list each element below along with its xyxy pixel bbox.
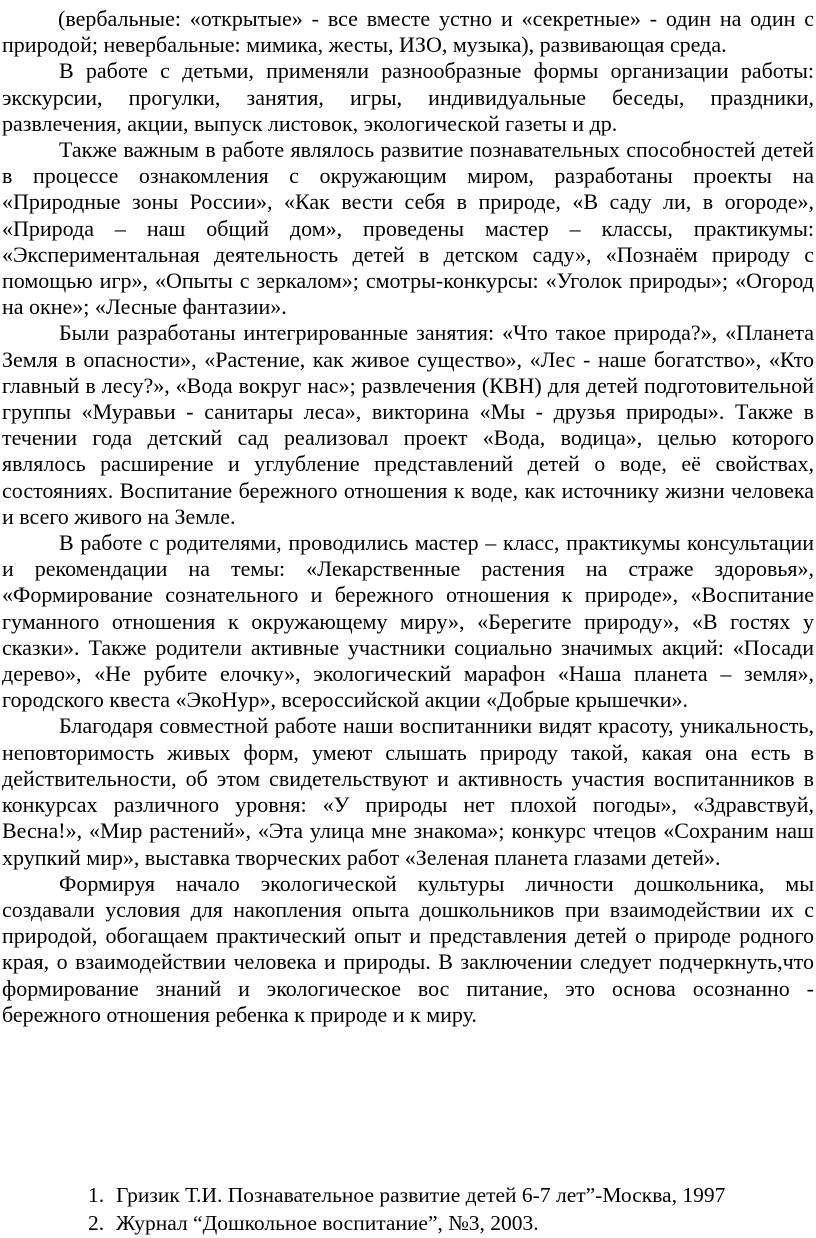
paragraph-work-with-parents: В работе с родителями, проводились мастер – класс, практикумы консультации и рекомендации на темы: «Лекарственные растения на страже здоровья», «Формирование сознательного и бережного отношения к природе», «Воспитание гуманного отношения к окружающему миру», «Берегите природу», «В гостях у сказки». Также родители активные участники социально значимых акций: «Посади дерево», «Не рубите елочку», экологический марафон «Наша планета – земля», городского квеста «ЭкоНур», всероссийской акции «Добрые крышечки».: [2, 530, 814, 713]
reference-number: 1.: [88, 1183, 105, 1207]
paragraph-continuation: (вербальные: «открытые» - все вместе устно и «секретные» - один на один с природой; невербальные: мимика, жесты, ИЗО, музыка), развивающая среда.: [2, 6, 814, 58]
paragraph-integrated-lessons: Были разработаны интегрированные занятия: «Что такое природа?», «Планета Земля в опасности», «Растение, как живое существо», «Лес - наше богатство», «Кто главный в лесу?», «Вода вокруг нас»; развлечения (КВН) для детей подготовительной группы «Муравьи - санитары леса», викторина «Мы - друзья природы». Также в течении года детский сад реализовал проект «Вода, водица», целью которого являлось расширение и углубление представлений детей о воде, её свойствах, состояниях. Воспитание бережного отношения к воде, как источнику жизни человека и всего живого на Земле.: [2, 320, 814, 529]
reference-item: [0, 1209, 816, 1237]
reference-item: [0, 1181, 816, 1209]
reference-text: Гризик Т.И. Познавательное развитие детей 6-7 лет”-Москва, 1997: [116, 1183, 726, 1207]
reference-number: 2.: [88, 1211, 105, 1235]
paragraph-cognitive-development: Также важным в работе являлось развитие познавательных способностей детей в процессе ознакомления с окружающим миром, разработаны проекты на «Природные зоны России», «Как вести себя в природе, «В саду ли, в огороде», «Природа – наш общий дом», проведены мастер – классы, практикумы: «Экспериментальная деятельность детей в детском саду», «Познаём природу с помощью игр», «Опыты с зеркалом»; смотры-конкурсы: «Уголок природы»; «Огород на окне»; «Лесные фантазии».: [2, 137, 814, 320]
paragraph-results: Благодаря совместной работе наши воспитанники видят красоту, уникальность, неповторимость живых форм, умеют слышать природу такой, какая она есть в действительности, об этом свидетельствуют и активность участия воспитанников в конкурсах различного уровня: «У природы нет плохой погоды», «Здравствуй, Весна!», «Мир растений», «Эта улица мне знакома»; конкурс чтецов «Сохраним наш хрупкий мир», выставка творческих работ «Зеленая планета глазами детей».: [2, 713, 814, 870]
reference-text: Журнал “Дошкольное воспитание”, №3, 2003.: [116, 1211, 539, 1235]
reference-list: [0, 1181, 816, 1237]
body-text: [2, 6, 814, 1028]
paragraph-conclusion: Формируя начало экологической культуры личности дошкольника, мы создавали условия для накопления опыта дошкольников при взаимодействии их с природой, обогащаем практический опыт и представления детей о природе родного края, о взаимодействии человека и природы. В заключении следует подчеркнуть,что формирование знаний и экологическое вос питание, это основа осознанно - бережного отношения ребенка к природе и к миру.: [2, 870, 814, 1027]
paragraph-work-with-children: В работе с детьми, применяли разнообразные формы организации работы: экскурсии, прогулки, занятия, игры, индивидуальные беседы, праздники, развлечения, акции, выпуск листовок, экологической газеты и др.: [2, 58, 814, 136]
